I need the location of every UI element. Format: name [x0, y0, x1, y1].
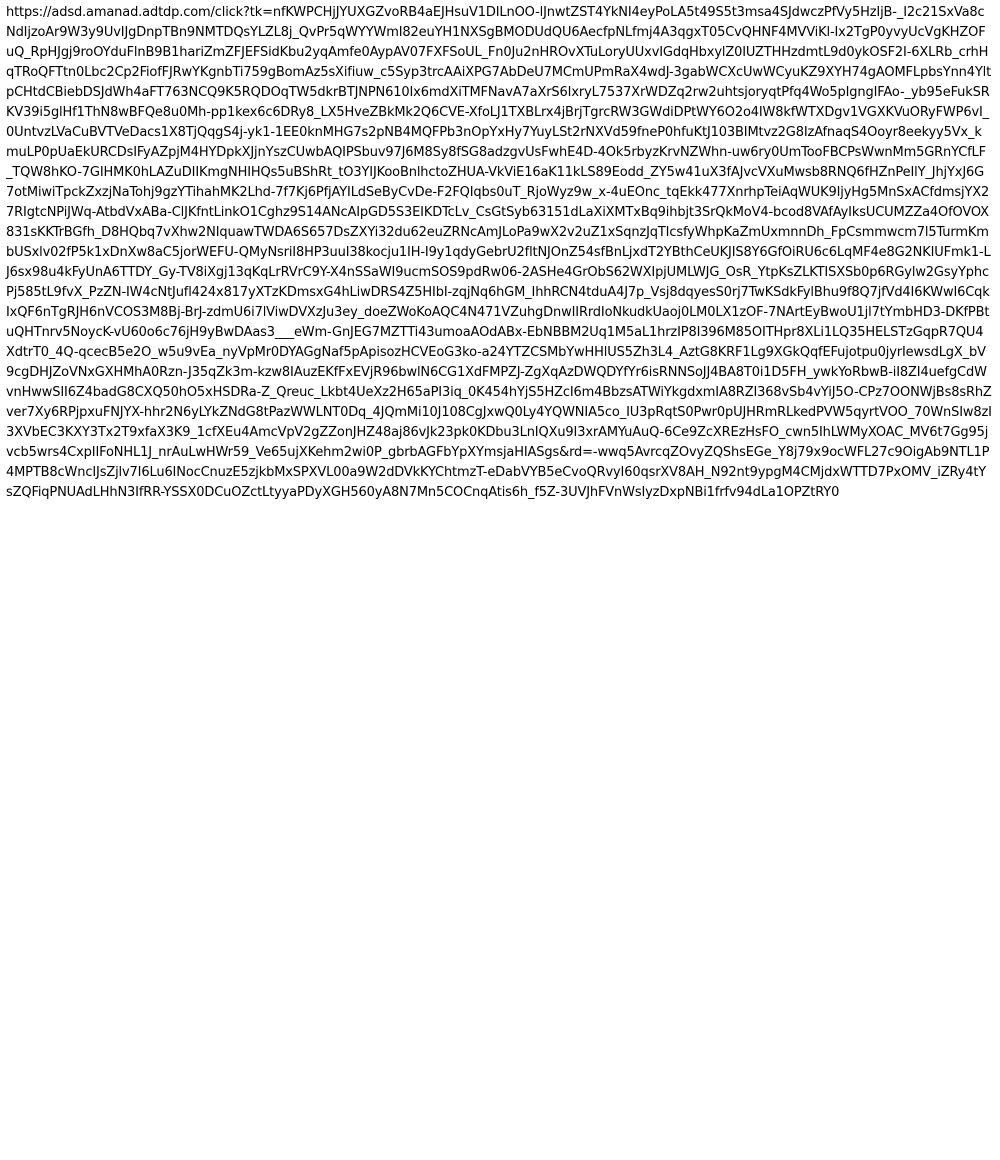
redirect-url-text: https://adsd.amanad.adtdp.com/click?tk=nfKWPCHjJYUXGZvoRB4aEJHsuV1DILnOO-lJnwtZST4YkNI4eyPoLA5t49S5t3msa4SJdwczPfVy5HzIjB-_I2c21SxVa8cNdIjzoAr9W3y9UvIJgDnpTBn9NMTDQsYLZL8j_QvPr5qWYYWmI82euYH1NXSgBMODUdQU6AecfpNLfmj4A3qgxT05CvQHNF4MVViKl-Ix2TgP0yvyUcVgKHZOFuQ_RpHJgj9roOYduFlnB9B1hariZmZFJEFSidKbu2yqAmfe0AypAV07FXFSoUL_Fn0Ju2nHROvXTuLoryUUxvIGdqHbxylZ0IUZTHHzdmtL9d0ykOSF2I-6XLRb_crhHqTRoQFTtn0Lbc2Cp2FiofFJRwYKgnbTi759gBomAz5sXifiuw_c5Syp3trcAAiXPG7AbDeU7MCmUPmRaX4wdJ-3gabWCXcUwWCyuKZ9XYH74gAOMFLpbsYnn4YltpCHtdCBiebDSJdWh4aFT763NCQ9K5RQDOqTW5dkrBTJNPN610Ix6mdXiTMFNavA7aXrS6IxryL7537XrWDZq2rw2uhtsjoryqtPfq4Wo5pIgngIFAo-_yb95eFukSRKV39i5glHf1ThN8wBFQe8u0Mh-pp1kex6c6DRy8_LX5HveZBkMk2Q6CVE-XfoLJ1TXBLrx4jBrjTgrcRW3GWdiDPtWY6O2o4IW8kfWTXDgv1VGXKVuORyFWP6vI_0UntvzLVaCuBVTVeDacs1X8TjQqgS4j-yk1-1EE0knMHG7s2pNB4MQFPb3nOpYxHy7YuyLSt2rNXVd59fneP0hfuKtJ103BIMtvz2G8IzAfnaqS4Ooyr8eekyy5Vx_kmuLP0pUaEkURCDsIFyAZpjM4HYDpkXJjnYszCUwbAQIPSbuv97J6M8Sy8fSG8adzgvUsFwhE4D-4Ok5rbyzKrvNZWhn-uw6ry0UmTooFBCPsWwnMm5GRnYCfLF_TQW8hKO-7GIHMK0hLAZuDIIKmgNHIHQs5uBShRt_tO3YIJKooBnlhctoZHUA-VkViE16aK11kLS89Eodd_ZY5w41uX3fAJvcVXuMwsb8RNQ6fHZnPeIlY_JhjYxJ6G7otMiwiTpckZxzjNaTohj9gzYTihahMK2Lhd-7f7Kj6PfjAYILdSeByCvDe-F2FQIqbs0uT_RjoWyz9w_x-4uEOnc_tqEkk477XnrhpTeiAqWUK9IjyHg5MnSxACfdmsjYX27RIgtcNPiJWq-AtbdVxABa-ClJKfntLinkO1Cghz9S14ANcAIpGD5S3EIKDTcLv_CsGtSyb63151dLaXiXMTxBq9ihbjt3SrQkMoV4-bcod8VAfAyIksUCUMZZa4OfOVOX831sKKTrBGfh_D8HQbq7vXhw2NIquawTWDA6S657DsZXYi32du62euZRNcAmJLoPa9wX2v2uZ1xSqnzJqTIcsfyWhpKaZmUxmnnDh_FpCsmmwcm7l5TurmKmbUSxlv02fP5k1xDnXw8aC5jorWEFU-QMyNsriI8HP3uuI38kocju1IH-I9y1qdyGebrU2fltNJOnZ54sfBnLjxdT2YBthCeUKJIS8Y6GfOiRU6c6LqMF4e8G2NKIUFmk1-LJ6sx98u4kFyUnA6TTDY_Gy-TV8iXgj13qKqLrRVrC9Y-X4nSSaWI9ucmSOS9pdRw06-2ASHe4GrObS62WXIpjUMLWJG_OsR_YtpKsZLKTISXSb0p6RGylw2GsyYphcPj585tL9fvX_PzZN-IW4cNtJufl424x817yXTzKDmsxG4hLiwDRS4Z5HIbI-zqjNq6hGM_IhhRCN4tduA4J7p_Vsj8dqyesS0rj7TwKSdkFylBhu9f8Q7jfVd4I6KWwI6CqkIxQF6nTgRJH6nVCOS3M8Bj-BrJ-zdmU6i7lViwDVXzJu3ey_doeZWoKoAQC4N471VZuhgDnwIIRrdIoNkudkUaoj0LM0LX1zOF-7NArtEyBwoU1jl7tYmbHD3-DKfPBtuQHTnrv5NoycK-vU60o6c76jH9yBwDAas3___eWm-GnJEG7MZTTi43umoaAOdABx-EbNBBM2Uq1M5aL1hrzIP8I396M85OITHpr8XLi1LQ35HELSTzGqpR7QU4XdtrT0_4Q-qcecB5e2O_w5u9vEa_nyVpMr0DYAGgNaf5pApisozHCVEoG3ko-a24YTZCSMbYwHHlUS5Zh3L4_AztG8KRF1Lg9XGkQqfEFujotpu0jyrIewsdLgX_bV9cgDHJZoVNxGXHMhA0Rzn-J35qZk3m-kzw8IAuzEKfFxEVjR96bwlN6CG1XdFMPZJ-ZgXqAzDWQDYfYr6isRNNSoJJ4BA8T0i1D5FH_ywkYoRbwB-iI8ZI4uefgCdWvnHwwSII6Z4badG8CXQ50hO5xHSDRa-Z_Qreuc_Lkbt4UeXz2H65aPI3iq_0K454hYjS5HZcI6m4BbzsATWiYkgdxmIA8RZI368vSb4vYiJ5O-CPz7OONWjBs8sRhZver7Xy6RPjpxuFNJYX-hhr2N6yLYkZNdG8tPazWWLNT0Dq_4JQmMi10J108CgJxwQ0Ly4YQWNIA5co_IU3pRqtS0Pwr0pUJHRmRLkedPVW5qyrtVOO_70WnSIw8zI3XVbEC3KXY3Tx2T9xfaX3K9_1cfXEu4AmcVpV2gZZonJHZ48aj86vJk23pk0KDbu3LnIQXu9I3xrAMYuAuQ-6Ce9ZcXREzHsFO_cwn5IhLWMyXOAC_MV6t7Gg95jvcb5wrs4CxpIIFoNHL1J_nrAuLwHWr59_Ve65ujXKehm2wi0P_gbrbAGFbYpXYmsjaHIASgs&rd=-wwq5AvrcqZOvyZQShsEGe_Y8j79x9ocWFL27c9OigAb9NTL1P4MPTB8cWncIJsZjlv7I6Lu6INocCnuzE5zjkbMxSPXVL00a9W2dDVkKYChtmzT-eDabVYB5eCvoQRvyI60qsrXV8AH_N92nt9ypgM4CMjdxWTTD7PxOMV_iZRy4tYsZQFiqPNUAdLHhN3IfRR-YSSX0DCuOZctLtyyaPDyXGH560yA8N7Mn5COCnqAtis6h_f5Z-3UVJhFVnWsIyzDxpNBi1frfv94dLa1OPZtRY0: [6, 5, 992, 500]
